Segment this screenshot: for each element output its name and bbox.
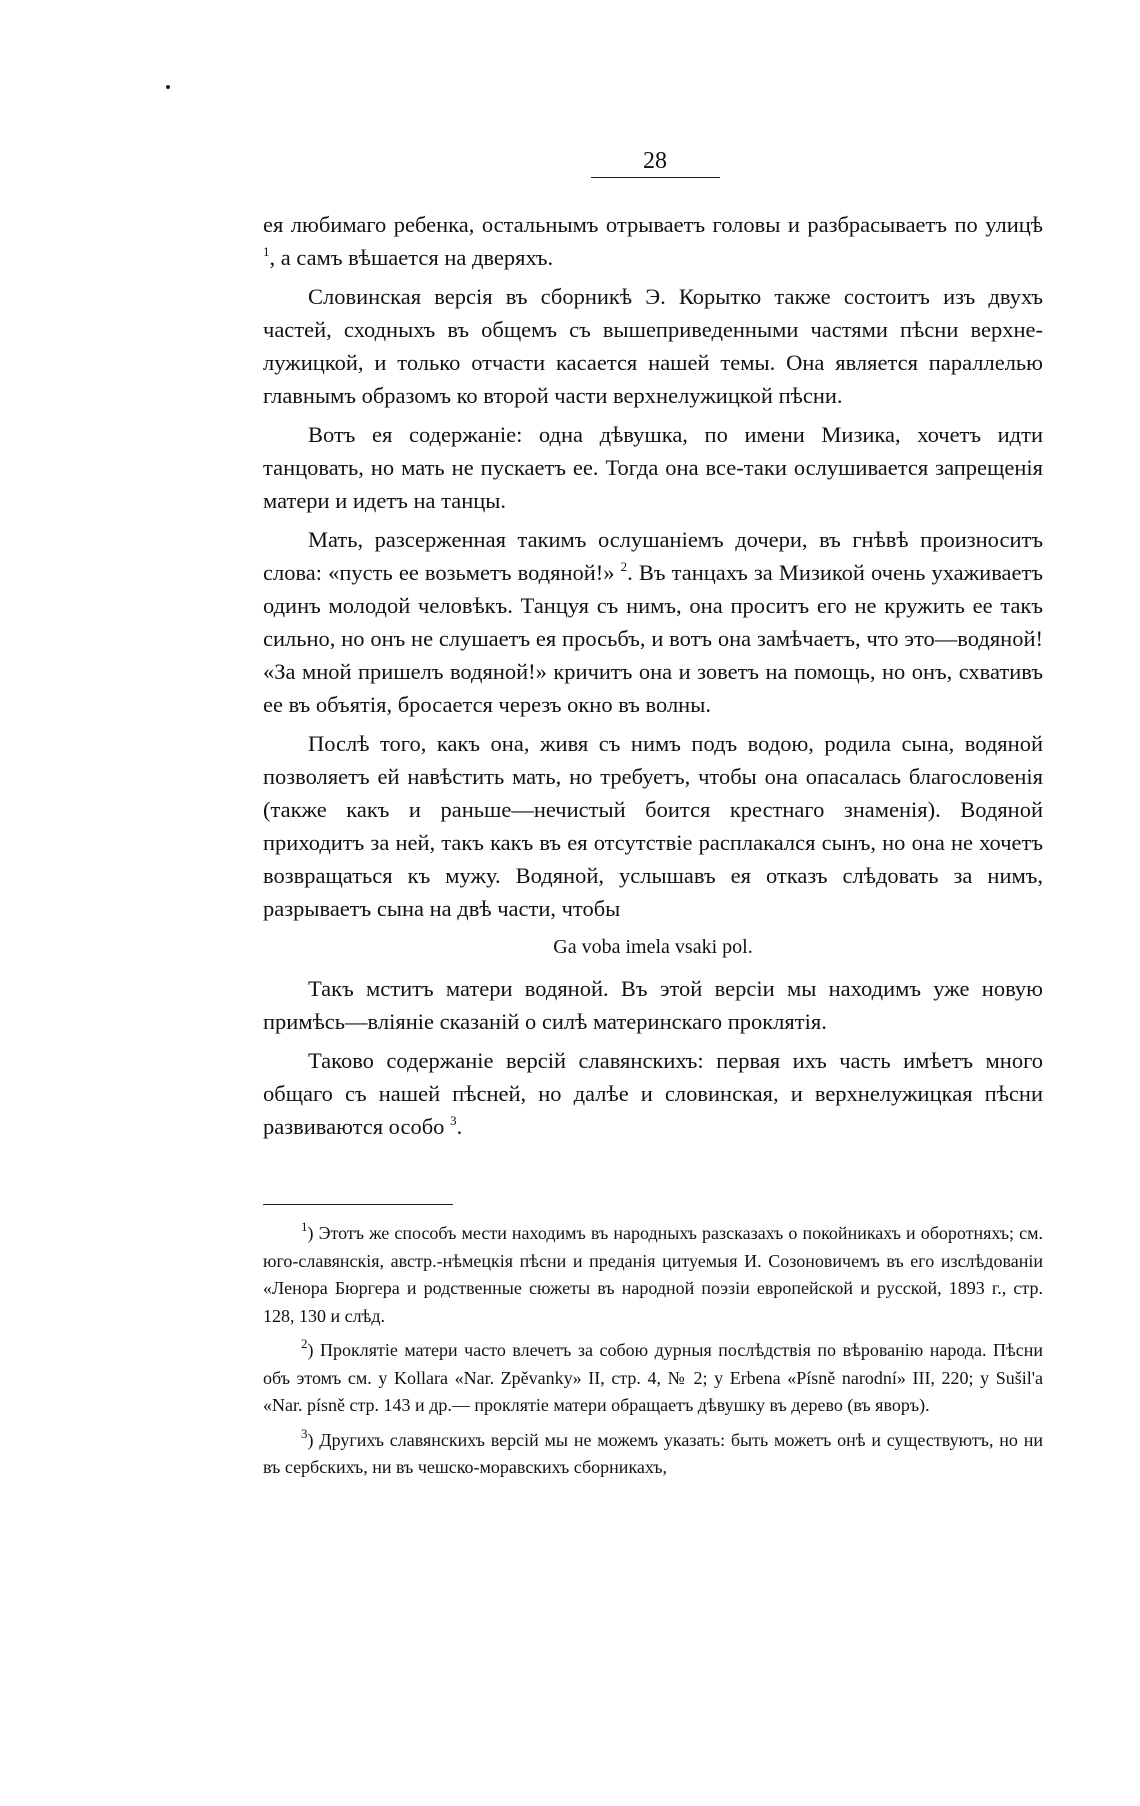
paragraph — [263, 523, 1043, 721]
paragraph — [263, 1044, 1043, 1143]
paragraph-text: Мать, разсерженная такимъ ослушаніемъ дочери, въ гнѣвѣ произноситъ слова: «пусть ее возьметъ водяной!» — [263, 527, 1043, 585]
paragraph: Словинская версія въ сборникѣ Э. Корытко также состоитъ изъ двухъ частей, сходныхъ въ общемъ съ вышеприведенными частями пѣсни верхне-лужицкой, и только отчасти касается нашей темы. Она является параллелью главнымъ образомъ ко второй части верхнелужицкой пѣсни. — [263, 284, 1043, 408]
paragraph — [263, 208, 1043, 274]
footnote-mark: 2 — [301, 1336, 308, 1351]
footnote-mark: 1 — [301, 1219, 308, 1234]
page-speck — [166, 85, 170, 89]
footnote-ref: 1 — [263, 243, 270, 259]
header-rule — [591, 177, 720, 178]
paragraph-text: Таково содержаніе версій славянскихъ: первая ихъ часть имѣетъ много общаго съ нашей пѣсней, но далѣе и словинская, и верхнелужицкая пѣсни развиваются особо — [263, 1048, 1043, 1139]
body-text — [263, 208, 1043, 1149]
paragraph-text: ея любимаго ребенка, остальнымъ отрываетъ головы и разбрасываетъ по улицѣ — [263, 212, 1043, 237]
footnote — [263, 1427, 1043, 1482]
footnote-rule — [263, 1204, 453, 1205]
paragraph-text: . — [456, 1114, 463, 1139]
footnote-text: ) Этотъ же способъ мести находимъ въ народныхъ разсказахъ о покойникахъ и оборотняхъ; см. юго-славянскія, австр.-нѣмецкія пѣсни и преданія цитуемыя И. Созоновичемъ въ его изслѣдованіи «Ленора Бюргера и родственные сюжеты въ народной поэзіи европейской и русской, 1893 г., стр. 128, 130 и слѣд. — [263, 1223, 1043, 1326]
paragraph-text: . Въ танцахъ за Мизикой очень ухаживаетъ одинъ молодой человѣкъ. Танцуя съ нимъ, она проситъ его не кружить ее такъ сильно, но онъ не слушаетъ ея просьбъ, и вотъ она замѣчаетъ, что это—водяной! «За мной пришелъ водяной!» кричитъ она и зоветъ на помощь, но онъ, схвативъ ее въ объятія, бросается черезъ окно въ волны. — [263, 560, 1043, 717]
paragraph: Послѣ того, какъ она, живя съ нимъ подъ водою, родила сына, водяной позволяетъ ей навѣстить мать, но требуетъ, чтобы она опасалась благословенія (также какъ и раньше—нечистый боится крестнаго знаменія). Водяной приходитъ за ней, такъ какъ въ ея отсутствіе расплакался сынъ, но она не хочетъ возвращаться къ мужу. Водяной, услышавъ ея отказъ слѣдовать за нимъ, разрываетъ сына на двѣ части, чтобы — [263, 731, 1043, 921]
paragraph: Такъ мститъ матери водяной. Въ этой версіи мы находимъ уже новую примѣсь—вліяніе сказаній о силѣ материнскаго проклятія. — [263, 976, 1043, 1034]
quoted-verse: Ga voba imela vsaki pol. — [553, 936, 753, 958]
footnote — [263, 1220, 1043, 1330]
footnote-ref: 2 — [620, 558, 628, 574]
page-number: 28 — [643, 148, 667, 174]
footnote — [263, 1337, 1043, 1420]
footnote-mark: 3 — [301, 1425, 308, 1441]
footnote-ref: 3 — [450, 1112, 457, 1128]
paragraph-text: , а самъ вѣшается на дверяхъ. — [269, 245, 554, 270]
footnotes — [263, 1220, 1043, 1489]
paragraph: Вотъ ея содержаніе: одна дѣвушка, по имени Мизика, хочетъ идти танцовать, но мать не пускаетъ ее. Тогда она все-таки ослушивается запрещенія матери и идетъ на танцы. — [263, 422, 1043, 513]
footnote-text: ) Проклятіе матери часто влечетъ за собою дурныя послѣдствія по вѣрованію народа. Пѣсни объ этомъ см. у Kollara «Nar. Zpěvanky» II, стр. 4, № 2; у Erbena «Písně narodní» III, 220; у Sušil'a «Nar. písně стр. 143 и др.— проклятіе матери обращаетъ дѣвушку въ дерево (въ яворъ). — [263, 1340, 1043, 1415]
footnote-text: ) Другихъ славянскихъ версій мы не можемъ указать: быть можетъ онѣ и существуютъ, но ни въ сербскихъ, ни въ чешско-моравскихъ сборникахъ, — [263, 1429, 1043, 1477]
